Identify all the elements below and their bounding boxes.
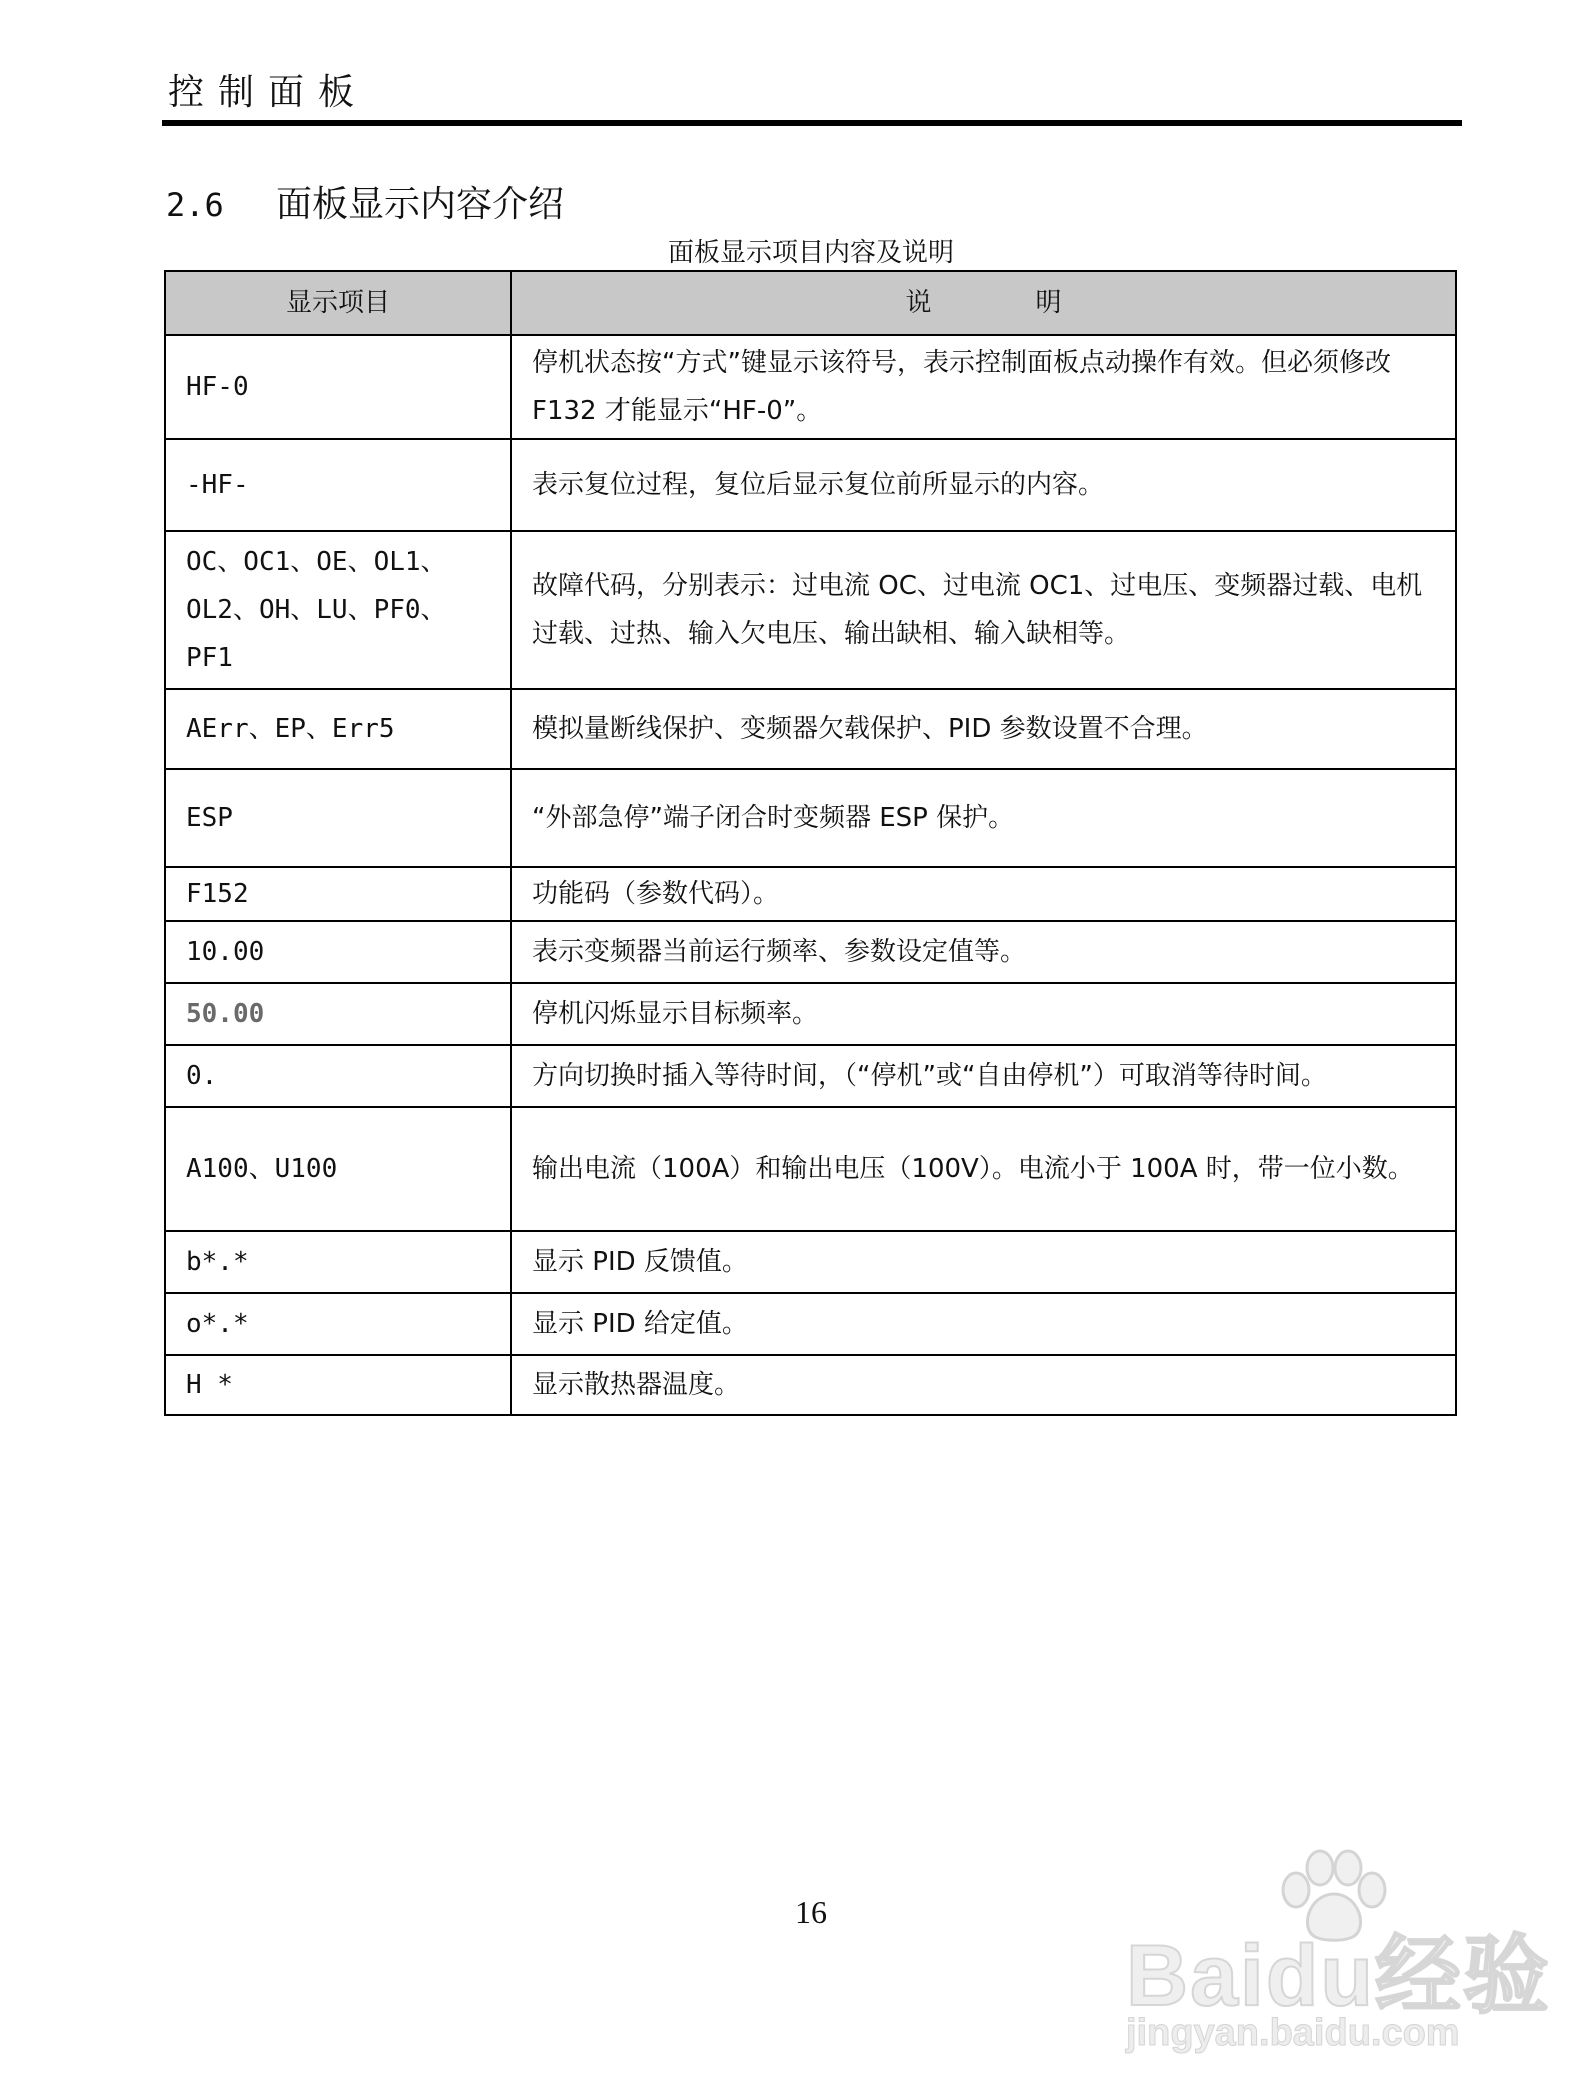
row-description: 表示变频器当前运行频率、参数设定值等。	[511, 921, 1456, 983]
row-description: 停机闪烁显示目标频率。	[511, 983, 1456, 1045]
row-item: H *	[165, 1355, 511, 1415]
table-row	[165, 531, 1456, 689]
display-items-table	[164, 270, 1457, 1416]
row-item: 10.00	[165, 921, 511, 983]
row-item: AErr、EP、Err5	[165, 689, 511, 769]
row-description: 显示 PID 给定值。	[511, 1293, 1456, 1355]
table-row	[165, 983, 1456, 1045]
table-row	[165, 1355, 1456, 1415]
row-description: 输出电流（100A）和输出电压（100V）。电流小于 100A 时，带一位小数。	[511, 1107, 1456, 1231]
row-item: 0.	[165, 1045, 511, 1107]
row-item: -HF-	[165, 439, 511, 531]
table-row	[165, 921, 1456, 983]
baidu-watermark	[1118, 1846, 1551, 2076]
page-number: 16	[795, 1894, 827, 1930]
row-description: 显示散热器温度。	[511, 1355, 1456, 1415]
row-description: 表示复位过程，复位后显示复位前所显示的内容。	[511, 439, 1456, 531]
row-item: A100、U100	[165, 1107, 511, 1231]
table-caption: 面板显示项目内容及说明	[667, 238, 954, 268]
row-description: 功能码（参数代码）。	[511, 867, 1456, 921]
row-description: 模拟量断线保护、变频器欠载保护、PID 参数设置不合理。	[511, 689, 1456, 769]
table-row	[165, 335, 1456, 439]
row-description: 方向切换时插入等待时间，（“停机”或“自由停机”）可取消等待时间。	[511, 1045, 1456, 1107]
section-heading	[166, 176, 564, 227]
table-row	[165, 867, 1456, 921]
section-title: 面板显示内容介绍	[276, 184, 565, 225]
row-description: 显示 PID 反馈值。	[511, 1231, 1456, 1293]
row-description: 停机状态按“方式”键显示该符号，表示控制面板点动操作有效。但必须修改 F132 才能显示“HF-0”。	[511, 335, 1456, 439]
row-description: “外部急停”端子闭合时变频器 ESP 保护。	[511, 769, 1456, 867]
row-item: HF-0	[165, 335, 511, 439]
row-description: 故障代码，分别表示：过电流 OC、过电流 OC1、过电压、变频器过载、电机过载、过热、输入欠电压、输出缺相、输入缺相等。	[511, 531, 1456, 689]
row-item: OC、OC1、OE、OL1、OL2、OH、LU、PF0、PF1	[165, 531, 511, 689]
row-item: o*.*	[165, 1293, 511, 1355]
watermark-brand: Baidu经验	[1126, 1928, 1551, 2024]
table-row	[165, 1231, 1456, 1293]
header-rule	[162, 120, 1462, 126]
table-header-row	[165, 271, 1456, 335]
column-header-item: 显示项目	[165, 271, 511, 335]
row-item: 50.00	[165, 983, 511, 1045]
table-row	[165, 1045, 1456, 1107]
table-row	[165, 1293, 1456, 1355]
column-header-description: 说 明	[511, 271, 1456, 335]
watermark-url: jingyan.baidu.com	[1126, 2012, 1460, 2054]
row-item: ESP	[165, 769, 511, 867]
table-row	[165, 769, 1456, 867]
table-row	[165, 689, 1456, 769]
row-item: b*.*	[165, 1231, 511, 1293]
table-row	[165, 439, 1456, 531]
row-item: F152	[165, 867, 511, 921]
running-header-title: 控制面板	[168, 72, 369, 113]
table-row	[165, 1107, 1456, 1231]
section-number: 2.6	[166, 186, 224, 224]
